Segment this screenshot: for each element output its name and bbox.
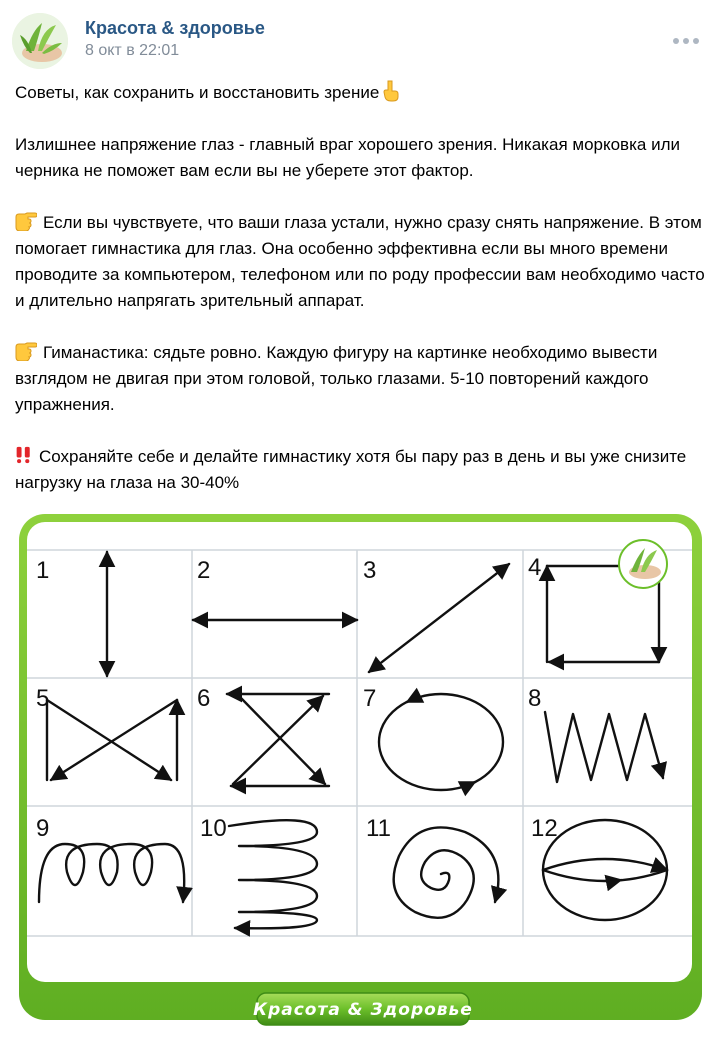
post-title-line <box>15 80 710 106</box>
image-logo <box>619 540 667 588</box>
exercise-number-1: 1 <box>36 557 50 584</box>
group-name[interactable]: Красота & здоровье <box>85 18 265 38</box>
paragraph-1: Излишнее напряжение глаз - главный враг хорошего зрения. Никакая морковка или черника не поможет вам если вы не уберете этот фактор. <box>15 135 680 180</box>
exercise-number-12: 12 <box>531 815 558 842</box>
pointing-down-emoji <box>383 80 399 102</box>
paragraph-3-text: Гиманастика: сядьте ровно. Каждую фигуру на картинке необходимо вывести взглядом не двигая при этом головой, только глазами. 5-10 повторений каждого упражнения. <box>15 343 658 414</box>
exercise-number-8: 8 <box>528 685 542 712</box>
exercise-number-11: 11 <box>366 815 391 842</box>
exercise-number-6: 6 <box>197 685 211 712</box>
exercise-number-10: 10 <box>200 815 227 842</box>
paragraph-4 <box>15 444 710 496</box>
paragraph-4-text: Сохраняйте себе и делайте гимнастику хотя бы пару раз в день и вы уже снизите нагрузку на глаза на 30-40% <box>15 447 687 492</box>
paragraph-2 <box>15 210 710 314</box>
exercise-number-3: 3 <box>363 557 377 584</box>
exercise-number-7: 7 <box>363 685 377 712</box>
more-dots-icon[interactable] <box>673 38 701 44</box>
banner-text: Красота & Здоровье <box>253 1000 473 1020</box>
paragraph-2-text: Если вы чувствуете, что ваши глаза устали, нужно сразу снять напряжение. В этом помогает гимнастика для глаз. Она особенно эффективна если вы много времени проводите за компьютером, телефоном или по роду профессии вам необходимо часто и длительно напрягать зрительный аппарат. <box>15 213 705 310</box>
image-banner <box>253 993 473 1025</box>
post-image[interactable] <box>17 500 704 1027</box>
exercise-number-9: 9 <box>36 815 50 842</box>
exercise-number-4: 4 <box>528 554 542 581</box>
post-date[interactable]: 8 окт в 22:01 <box>85 42 180 59</box>
double-exclamation-emoji <box>15 445 33 465</box>
post-header <box>0 0 722 75</box>
pointing-right-emoji <box>15 211 37 231</box>
exercise-number-2: 2 <box>197 557 211 584</box>
group-avatar[interactable] <box>12 13 68 69</box>
post-title: Советы, как сохранить и восстановить зрение <box>15 83 380 102</box>
paragraph-3 <box>15 340 710 418</box>
exercise-number-5: 5 <box>36 685 50 712</box>
post-text <box>15 80 710 522</box>
pointing-right-emoji <box>15 341 37 361</box>
